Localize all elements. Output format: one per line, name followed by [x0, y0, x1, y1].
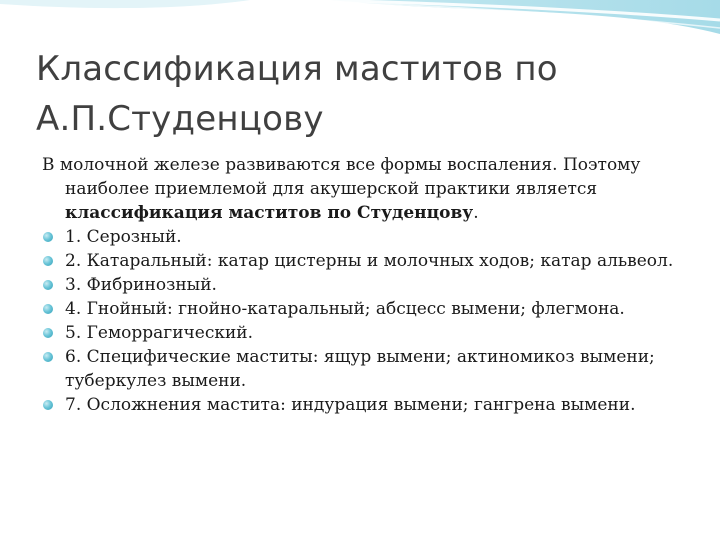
bullet-icon: [43, 280, 53, 290]
bullet-icon: [43, 328, 53, 338]
slide-content: [42, 153, 682, 417]
mastitis-classification-list: [42, 225, 682, 417]
bullet-icon: [43, 232, 53, 242]
list-item-text: 3. Фибринозный.: [65, 275, 217, 295]
bullet-icon: [43, 352, 53, 362]
bullet-icon: [43, 304, 53, 314]
list-item-text: 4. Гнойный: гнойно-катаральный; абсцесс вымени; флегмона.: [65, 299, 625, 319]
intro-bold-text: классификация маститов по Студенцову: [65, 203, 474, 223]
list-item-text: 2. Катаральный: катар цистерны и молочных ходов; катар альвеол.: [65, 251, 674, 271]
list-item-text: 5. Геморрагический.: [65, 323, 254, 343]
list-item-text: 6. Специфические маститы: ящур вымени; актиномикоз вымени; туберкулез вымени.: [65, 347, 655, 391]
bullet-icon: [43, 256, 53, 266]
list-item: [42, 225, 682, 249]
slide-title-line-1: Классификация маститов по: [36, 49, 558, 89]
intro-end: .: [473, 203, 479, 223]
intro-paragraph: [42, 153, 682, 225]
list-item-text: 1. Серозный.: [65, 227, 182, 247]
slide-title: [36, 44, 676, 144]
bullet-icon: [43, 400, 53, 410]
list-item-text: 7. Осложнения мастита: индурация вымени; гангрена вымени.: [65, 395, 636, 415]
list-item: [42, 249, 682, 273]
list-item: [42, 273, 682, 297]
intro-text: В молочной железе развиваются все формы воспаления. Поэтому наиболее приемлемой для акушерской практики является: [42, 155, 641, 199]
list-item: [42, 393, 682, 417]
slide-title-line-2: А.П.Студенцову: [36, 99, 324, 139]
list-item: [42, 297, 682, 321]
list-item: [42, 345, 682, 393]
list-item: [42, 321, 682, 345]
